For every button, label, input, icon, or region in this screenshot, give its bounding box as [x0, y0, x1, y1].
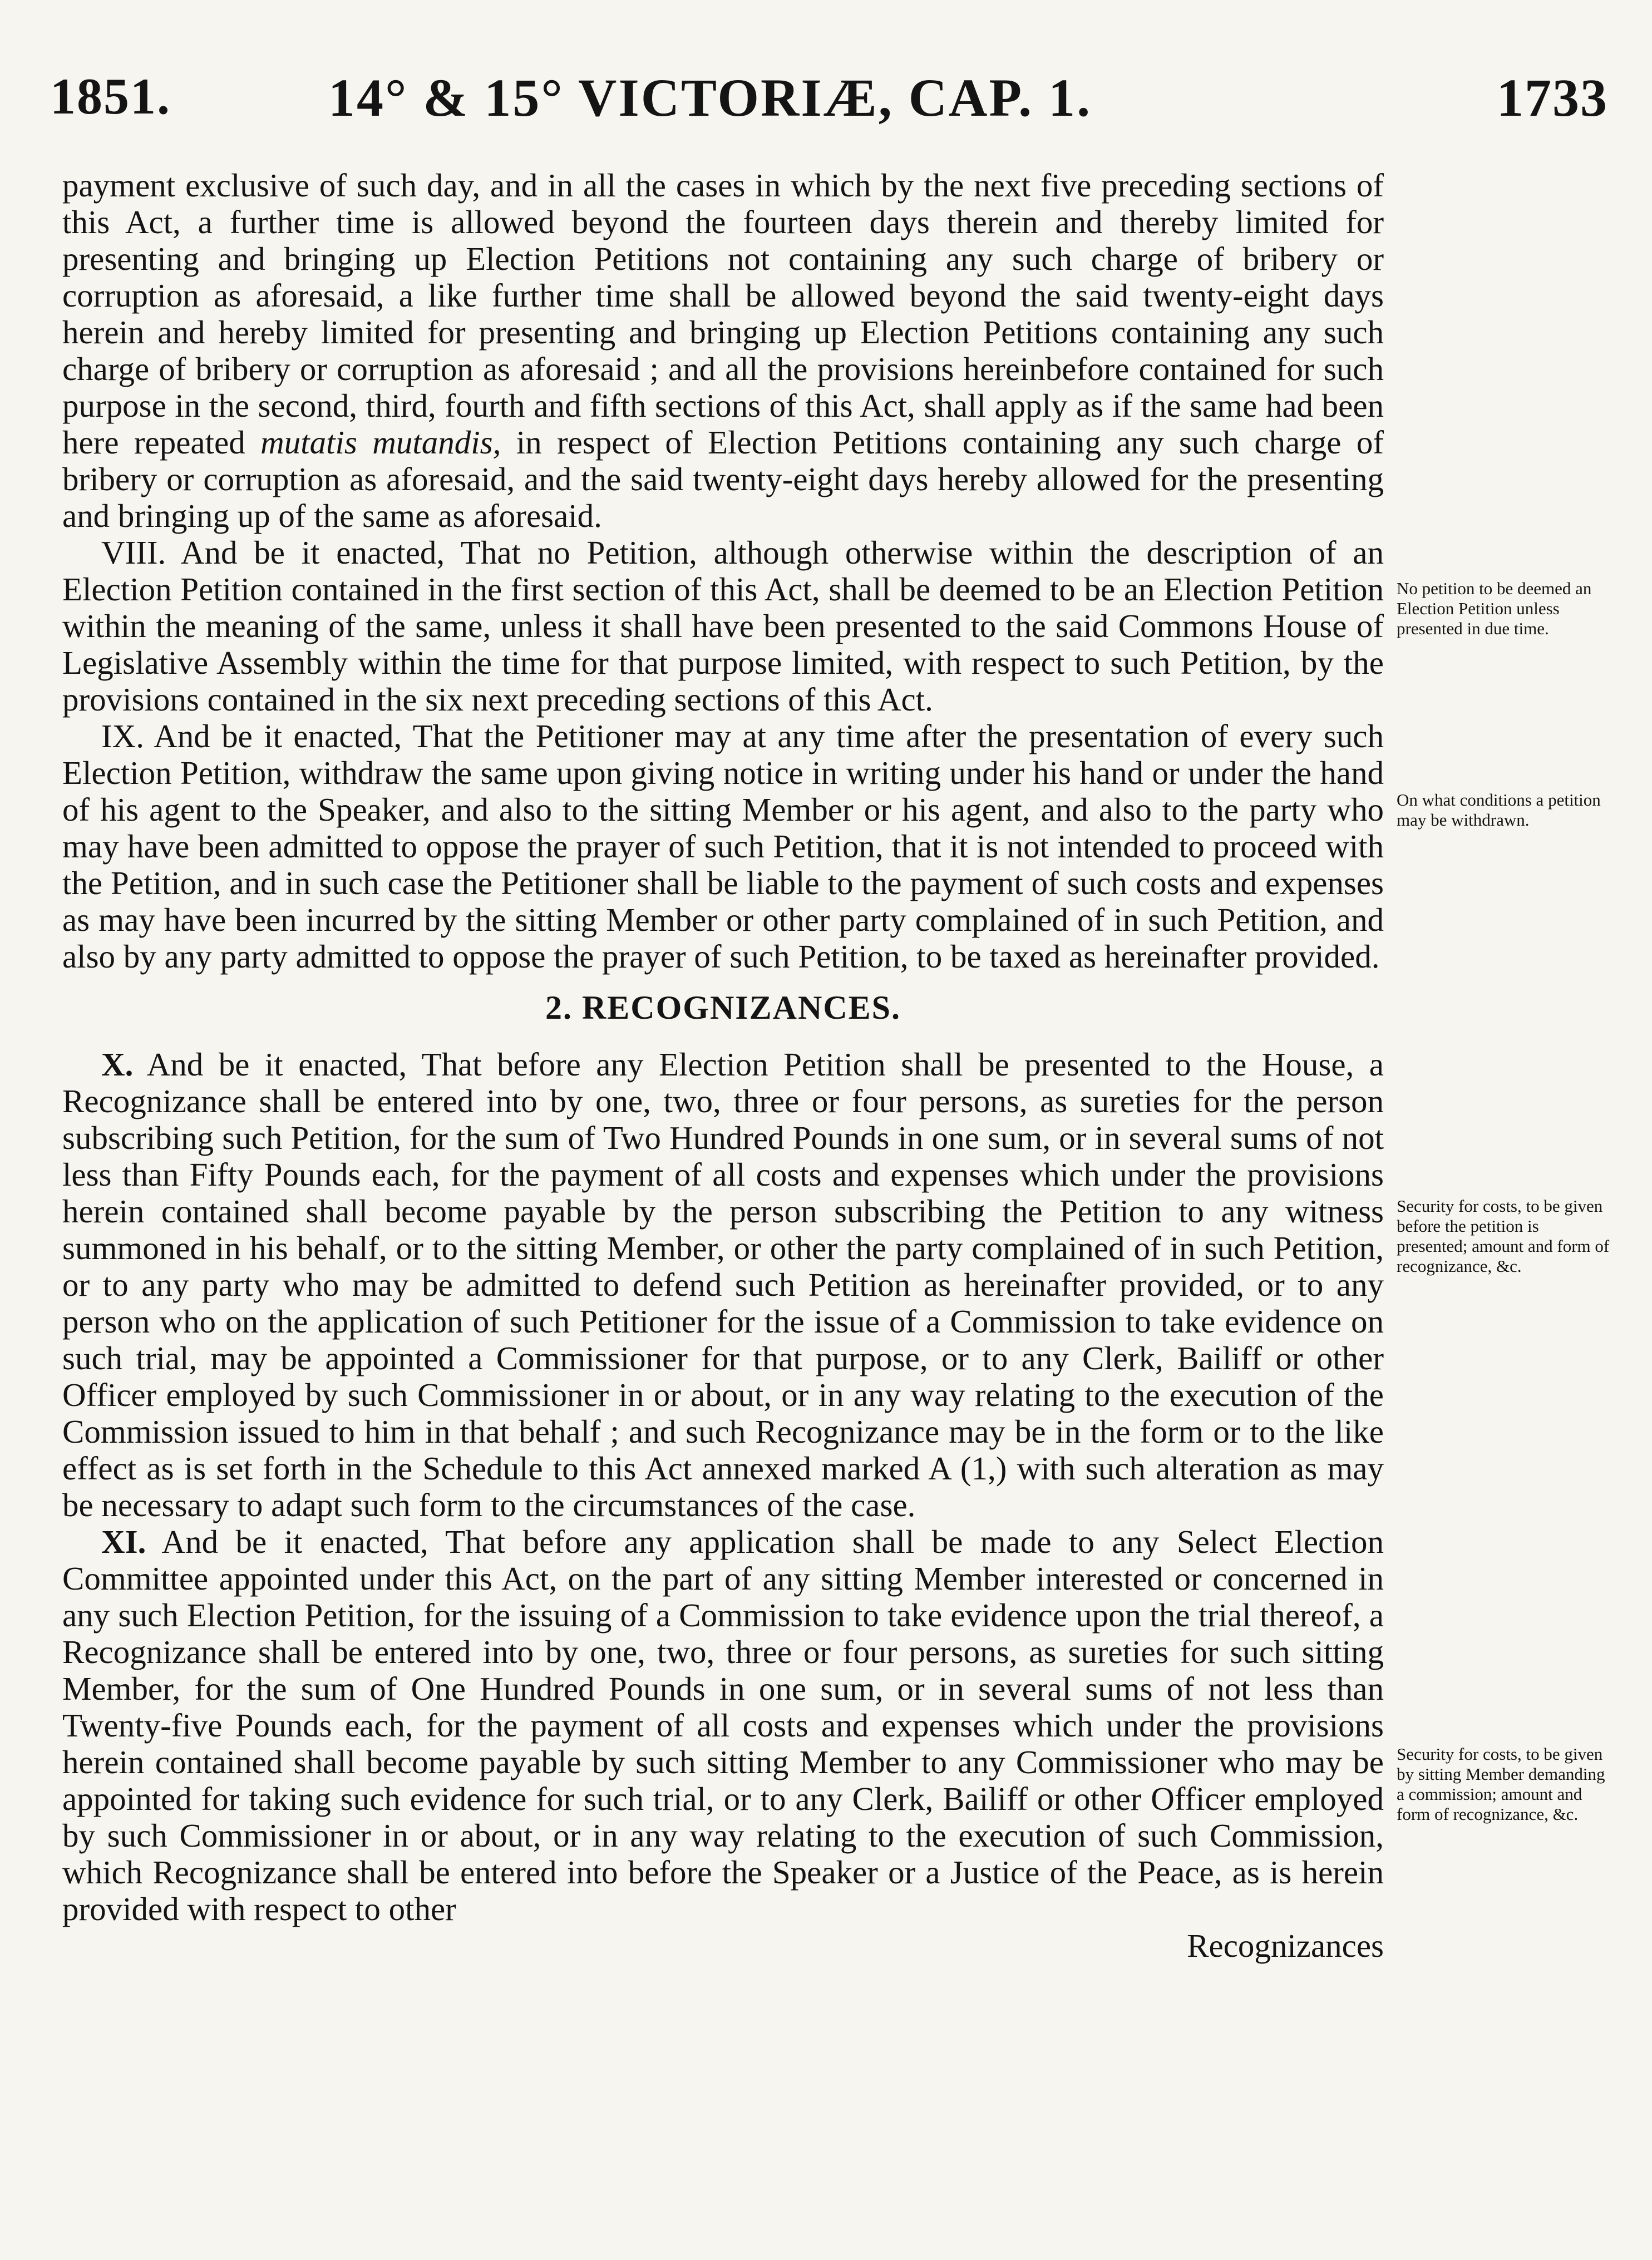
section-ix-number: IX.	[101, 718, 145, 754]
continuation-text-2: in respect of Election Petitions containing any such charge of bribery or corruption as aforesaid, and the said twenty-eight days hereby allowed for the presenting and bringing up of the same as aforesaid.	[62, 424, 1384, 534]
header-title: 14° & 15° VICTORIÆ, CAP. 1.	[328, 68, 1092, 127]
section-x-text: And be it enacted, That before any Election Petition shall be presented to the House, a Recognizance shall be entered into by one, two, three or four persons, as sureties for the person subscribing such Petition, for the sum of Two Hundred Pounds in one sum, or in several sums of not less than Fifty Pounds each, for the payment of all costs and expenses which under the provisions herein contained shall become payable by the person subscribing the Petition to any witness summoned in his behalf, or to the sitting Member, or other the party complained of in such Petition, or to any party who may be admitted to defend such Petition as hereinafter provided, or to any person who on the application of such Petitioner for the issue of a Commission to take evidence on such trial, may be appointed a Commissioner for that purpose, or to any Clerk, Bailiff or other Officer employed by such Commissioner in or about, or in any way relating to the execution of the Commission issued to him in that behalf ; and such Recognizance may be in the form or to the like effect as is set forth in the Schedule to this Act annexed marked A (1,) with such alteration as may be necessary to adapt such form to the circumstances of the case.	[62, 1046, 1384, 1523]
section-viii-text: And be it enacted, That no Petition, although otherwise within the description of an Election Petition contained in the first section of this Act, shall be deemed to be an Election Petition within the meaning of the same, unless it shall have been presented to the said Commons House of Legislative Assembly within the time for that purpose limited, with respect to such Petition, by the provisions contained in the six next preceding sections of this Act.	[62, 534, 1384, 718]
sidenote-ix: On what conditions a petition may be withdrawn.	[1397, 790, 1601, 830]
section-x	[62, 1046, 1384, 1523]
page-number: 1733	[1497, 68, 1608, 127]
section-x-number: X.	[101, 1046, 134, 1083]
running-header	[50, 67, 1608, 134]
section-xi-text: And be it enacted, That before any application shall be made to any Select Election Committee appointed under this Act, on the part of any sitting Member interested or concerned in any such Election Petition, for the issuing of a Commission to take evidence upon the trial thereof, a Recognizance shall be entered into by one, two, three or four persons, as sureties for such sitting Member, for the sum of One Hundred Pounds in one sum, or in several sums of not less than Twenty-five Pounds each, for the payment of all costs and expenses which under the provisions herein contained shall become payable by such sitting Member to any Commissioner who may be appointed for taking such evidence for such trial, or to any Clerk, Bailiff or other Officer employed by such Commissioner in or about, or in any way relating to the execution of such Commission, which Recognizance shall be entered into before the Speaker or a Justice of the Peace, as is herein provided with respect to other	[62, 1523, 1384, 1927]
header-year: 1851.	[50, 68, 171, 125]
catchword: Recognizances	[1187, 1927, 1384, 1964]
sidenote-x: Security for costs, to be given before the petition is presented; amount and form of recognizance, &c.	[1397, 1196, 1610, 1276]
section-ix	[62, 718, 1384, 975]
sidenote-xi: Security for costs, to be given by sitting Member demanding a commission; amount and form of recognizance, &c.	[1397, 1744, 1605, 1824]
continuation-text-1: payment exclusive of such day, and in all the cases in which by the next five preceding sections of this Act, a further time is allowed beyond the fourteen days therein and thereby limited for presenting and bringing up Election Petitions not containing any such charge of bribery or corruption as aforesaid, a like further time shall be allowed beyond the said twenty-eight days herein and hereby limited for presenting and bringing up Election Petitions containing any such charge of bribery or corruption as aforesaid ; and all the provisions hereinbefore contained for such purpose in the second, third, fourth and fifth sections of this Act, shall apply as if the same had been here repeated	[62, 167, 1384, 461]
continuation-italic: mutatis mutandis,	[260, 424, 501, 461]
section-viii-number: VIII.	[101, 534, 166, 571]
section-ix-text: And be it enacted, That the Petitioner may at any time after the presentation of every such Election Petition, withdraw the same upon giving notice in writing under his hand or under the hand of his agent to the Speaker, and also to the sitting Member or his agent, and also to the party who may have been admitted to oppose the prayer of such Petition, that it is not intended to proceed with the Petition, and in such case the Petitioner shall be liable to the payment of such costs and expenses as may have been incurred by the sitting Member or other party complained of in such Petition, and also by any party admitted to oppose the prayer of such Petition, to be taxed as hereinafter provided.	[62, 718, 1384, 975]
section-xi-number: XI.	[101, 1523, 146, 1560]
section-heading: 2. RECOGNIZANCES.	[545, 989, 901, 1026]
sidenote-viii: No petition to be deemed an Election Petition unless presented in due time.	[1397, 579, 1592, 638]
section-xi	[62, 1523, 1384, 1927]
section-viii	[62, 534, 1384, 718]
main-text	[62, 167, 1384, 1964]
continuation-paragraph	[62, 167, 1384, 534]
